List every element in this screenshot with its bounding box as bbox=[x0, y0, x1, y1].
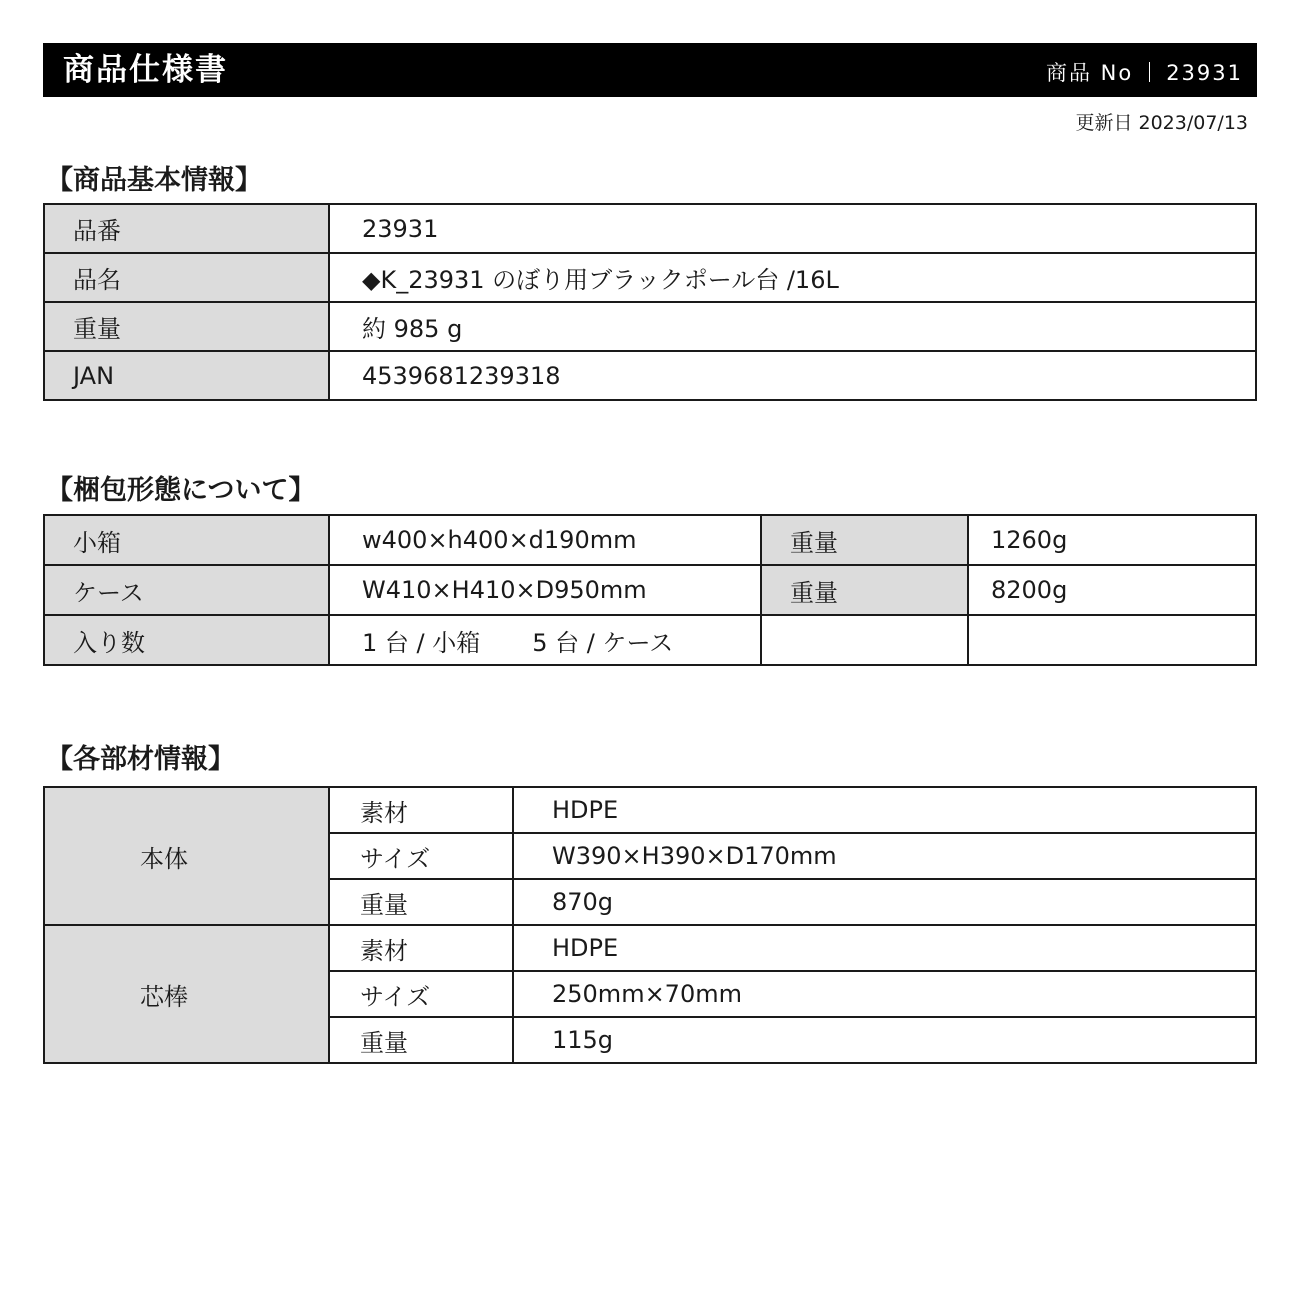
table-row bbox=[44, 515, 1256, 565]
empty-cell bbox=[968, 615, 1256, 665]
row-label: 入り数 bbox=[44, 615, 329, 665]
row-value: 4539681239318 bbox=[329, 351, 1256, 400]
row-value: 870g bbox=[513, 879, 1256, 925]
row-value: HDPE bbox=[513, 925, 1256, 971]
part-group-name: 芯棒 bbox=[44, 925, 329, 1063]
weight-label: 重量 bbox=[761, 565, 968, 615]
row-label: 素材 bbox=[329, 925, 513, 971]
product-number bbox=[1046, 43, 1243, 103]
updated-value: 2023/07/13 bbox=[1138, 112, 1248, 134]
package-weight: 1260g bbox=[968, 515, 1256, 565]
header-bar bbox=[43, 43, 1257, 97]
section-title-packaging: 【梱包形態について】 bbox=[46, 475, 316, 506]
table-row bbox=[44, 351, 1256, 400]
parts-table bbox=[43, 786, 1257, 1064]
table-row bbox=[44, 925, 1256, 971]
row-label: サイズ bbox=[329, 971, 513, 1017]
section-title-parts: 【各部材情報】 bbox=[46, 744, 235, 775]
table-row bbox=[44, 565, 1256, 615]
packaging-table bbox=[43, 514, 1257, 666]
row-value: 23931 bbox=[329, 204, 1256, 253]
package-size: w400×h400×d190mm bbox=[329, 515, 761, 565]
quantity-per-box: 1 台 / 小箱 bbox=[362, 628, 481, 657]
row-value: HDPE bbox=[513, 787, 1256, 833]
row-value: 250mm×70mm bbox=[513, 971, 1256, 1017]
product-number-value: 23931 bbox=[1166, 61, 1243, 85]
package-weight: 8200g bbox=[968, 565, 1256, 615]
table-row bbox=[44, 204, 1256, 253]
row-label: 素材 bbox=[329, 787, 513, 833]
quantity-per-case: 5 台 / ケース bbox=[532, 628, 674, 657]
table-row bbox=[44, 302, 1256, 351]
table-row bbox=[44, 787, 1256, 833]
quantity-value bbox=[329, 615, 761, 665]
row-label: サイズ bbox=[329, 833, 513, 879]
updated-date bbox=[1075, 108, 1248, 135]
row-label: 重量 bbox=[329, 879, 513, 925]
row-label: 小箱 bbox=[44, 515, 329, 565]
product-number-label: 商品 No bbox=[1045, 61, 1134, 85]
row-label: 重量 bbox=[329, 1017, 513, 1063]
row-label: 品名 bbox=[44, 253, 329, 302]
basic-info-table bbox=[43, 203, 1257, 401]
row-label: 品番 bbox=[44, 204, 329, 253]
row-label: 重量 bbox=[44, 302, 329, 351]
row-value: ◆K_23931 のぼり用ブラックポール台 /16L bbox=[329, 253, 1256, 302]
weight-label: 重量 bbox=[761, 515, 968, 565]
row-value: 約 985 g bbox=[329, 302, 1256, 351]
row-label: ケース bbox=[44, 565, 329, 615]
table-row bbox=[44, 615, 1256, 665]
section-title-basic-info: 【商品基本情報】 bbox=[46, 165, 262, 196]
row-value: W390×H390×D170mm bbox=[513, 833, 1256, 879]
row-label: JAN bbox=[44, 351, 329, 400]
part-group-name: 本体 bbox=[44, 787, 329, 925]
empty-cell bbox=[761, 615, 968, 665]
package-size: W410×H410×D950mm bbox=[329, 565, 761, 615]
updated-label: 更新日 bbox=[1075, 112, 1133, 134]
document-title: 商品仕様書 bbox=[63, 52, 228, 88]
separator bbox=[1149, 62, 1150, 82]
row-value: 115g bbox=[513, 1017, 1256, 1063]
table-row bbox=[44, 253, 1256, 302]
